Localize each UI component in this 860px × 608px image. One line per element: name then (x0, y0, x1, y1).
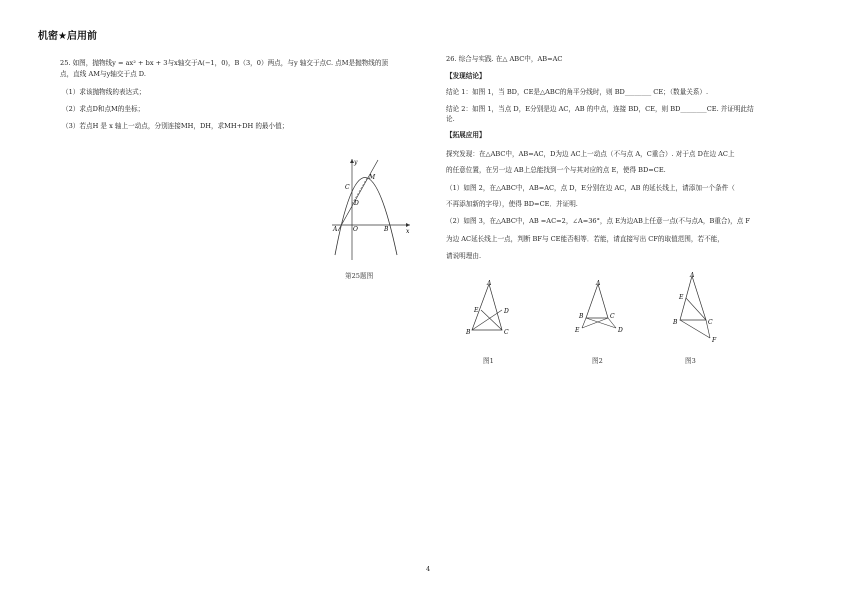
fig3-label-e: E (679, 294, 684, 301)
page-number: 4 (426, 565, 431, 573)
fig3-label-b: B (673, 319, 678, 326)
label-a: A (333, 226, 338, 233)
fig2-caption: 图2 (592, 357, 603, 365)
fig3-label-a: A (690, 272, 695, 279)
fig1-label-b: B (466, 329, 471, 336)
q25-part3: （3）若点H 是 x 轴上一动点，分别连接MH，DH，求MH+DH 的最小值； (62, 122, 289, 130)
fig2-label-d: D (618, 327, 623, 334)
confidential-header: 机密★启用前 (38, 31, 97, 42)
q26-part2-line3: 请说明理由. (446, 252, 482, 260)
label-o: O (353, 226, 358, 233)
label-m: M (369, 174, 376, 181)
fig2-label-e: E (575, 327, 580, 334)
q25-figure-caption: 第25题图 (345, 272, 374, 280)
q26-figure-3 (668, 272, 738, 350)
q26-section-extend: 【拓展应用】 (446, 131, 486, 139)
q26-conclusion2-line2: 论. (446, 115, 455, 123)
q25-stem-line1: 25. 如图，抛物线y = ax² + bx + 3与x轴交于A(−1，0)，B（3，0）两点，与y 轴交于点C. 点M是抛物线的顶 (60, 59, 389, 67)
q26-conclusion2-line1: 结论 2：如图 1，当点 D，E分别是边 AC，AB 的中点，连接 BD，CE，则 BD________CE. 并证明此结 (446, 105, 754, 113)
q26-figure-1 (462, 280, 532, 342)
q26-section-discover: 【发现结论】 (446, 72, 486, 80)
q25-stem-line2: 点，直线 AM与y轴交于点 D. (60, 70, 146, 78)
label-d: D (354, 200, 359, 207)
fig1-label-e: E (474, 307, 479, 314)
fig3-label-c: C (708, 319, 713, 326)
label-x: x (406, 228, 410, 235)
fig1-label-d: D (504, 308, 509, 315)
q26-explore-line1: 探究发现：在△ABC中，AB=AC，D为边 AC上一动点（不与点 A，C重合）. 对于点 D在边 AC上 (446, 150, 735, 158)
q25-part2: （2）求点D和点M的坐标； (62, 105, 145, 113)
q26-explore-line2: 的任意位置，在另一边 AB上总能找到一个与其对应的点 E，使得 BD=CE. (446, 166, 666, 174)
fig1-caption: 图1 (483, 357, 494, 365)
label-b: B (384, 226, 389, 233)
fig2-label-a: A (596, 280, 601, 287)
fig1-label-a: A (487, 280, 492, 287)
fig2-label-c: C (610, 313, 615, 320)
fig3-label-f: F (712, 337, 717, 344)
q26-part2-line2: 为边 AC延长线上一点，判断 BF与 CE能否相等．若能，请直接写出 CF的取值范围，若不能， (446, 235, 724, 243)
q26-title: 26. 综合与实践. 在△ ABC中，AB=AC (446, 55, 563, 63)
q26-part2-line1: （2）如图 3，在△ABC中，AB =AC=2，∠A=36°，点 E为边AB上任意一点(不与点A，B重合)，点 F (446, 217, 750, 225)
q26-part1-line2: 不再添加新的字母），使得 BD=CE．并证明. (446, 200, 578, 208)
q26-part1-line1: （1）如图 2，在△ABC中，AB=AC，点 D，E分别在边 AC，AB 的延长线上，请添加一个条件（ (446, 184, 735, 192)
fig1-label-c: C (504, 329, 509, 336)
fig3-caption: 图3 (685, 357, 696, 365)
q26-conclusion1: 结论 1：如图 1，当 BD，CE是△ABC的角平分线时，则 BD________ CE；（数量关系）. (446, 88, 709, 96)
q25-parabola-figure (330, 155, 415, 265)
line-am (338, 160, 378, 231)
fig2-label-b: B (579, 313, 584, 320)
label-c: C (345, 184, 350, 191)
q26-figure-2 (572, 280, 642, 342)
x-axis-arrow (406, 223, 410, 227)
label-y: y (354, 159, 358, 166)
q25-part1: （1）求该抛物线的表达式； (62, 88, 146, 96)
